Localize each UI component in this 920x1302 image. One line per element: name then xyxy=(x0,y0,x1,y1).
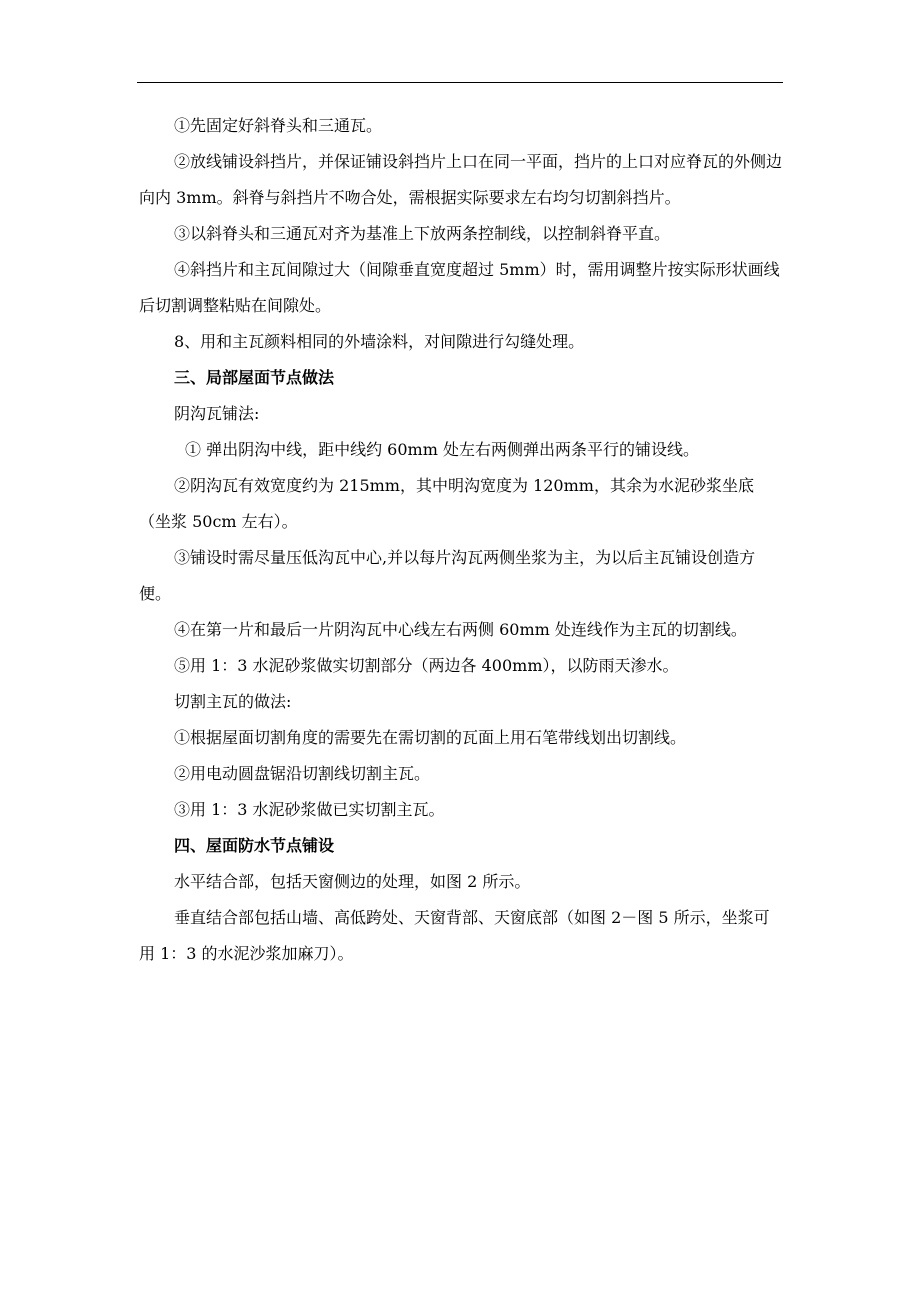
valley-step-5: ⑤用 1：3 水泥砂浆做实切割部分（两边各 400mm），以防雨天渗水。 xyxy=(174,656,679,675)
paragraph-step-4: ④斜挡片和主瓦间隙过大（间隙垂直宽度超过 5mm）时，需用调整片按实际形状画线后切割调整粘贴在间隙处。 xyxy=(139,260,780,315)
cut-step-2: ②用电动圆盘锯沿切割线切割主瓦。 xyxy=(174,764,431,783)
cut-main-tile-title: 切割主瓦的做法: xyxy=(174,692,292,711)
document-body xyxy=(139,108,783,972)
horizontal-joint-paragraph: 水平结合部，包括天窗侧边的处理，如图 2 所示。 xyxy=(174,872,531,891)
valley-step-4: ④在第一片和最后一片阴沟瓦中心线左右两侧 60mm 处连线作为主瓦的切割线。 xyxy=(174,620,747,639)
valley-step-1: ① 弹出阴沟中线，距中线约 60mm 处左右两侧弹出两条平行的铺设线。 xyxy=(185,440,699,459)
paragraph-step-2: ②放线铺设斜挡片，并保证铺设斜挡片上口在同一平面，挡片的上口对应脊瓦的外侧边向内 3mm。斜脊与斜挡片不吻合处，需根据实际要求左右均匀切割斜挡片。 xyxy=(139,152,783,207)
paragraph-step-8: 8、用和主瓦颜料相同的外墙涂料，对间隙进行勾缝处理。 xyxy=(174,332,585,351)
section-heading-3: 三、局部屋面节点做法 xyxy=(174,368,335,387)
section-heading-4: 四、屋面防水节点铺设 xyxy=(174,836,335,855)
cut-step-3: ③用 1：3 水泥砂浆做已实切割主瓦。 xyxy=(174,800,445,819)
paragraph-step-3: ③以斜脊头和三通瓦对齐为基准上下放两条控制线，以控制斜脊平直。 xyxy=(174,224,671,243)
vertical-joint-paragraph: 垂直结合部包括山墙、高低跨处、天窗背部、天窗底部（如图 2－图 5 所示，坐浆可用 1：3 的水泥沙浆加麻刀）。 xyxy=(139,908,770,963)
valley-step-3: ③铺设时需尽量压低沟瓦中心,并以每片沟瓦两侧坐浆为主，为以后主瓦铺设创造方便。 xyxy=(139,548,756,603)
cut-step-1: ①根据屋面切割角度的需要先在需切割的瓦面上用石笔带线划出切割线。 xyxy=(174,728,687,747)
valley-tile-title: 阴沟瓦铺法: xyxy=(174,404,260,423)
paragraph-step-1: ①先固定好斜脊头和三通瓦。 xyxy=(174,116,383,135)
valley-step-2: ②阴沟瓦有效宽度约为 215mm，其中明沟宽度为 120mm，其余为水泥砂浆坐底（坐浆 50cm 左右）。 xyxy=(139,476,754,531)
header-rule xyxy=(137,82,783,83)
